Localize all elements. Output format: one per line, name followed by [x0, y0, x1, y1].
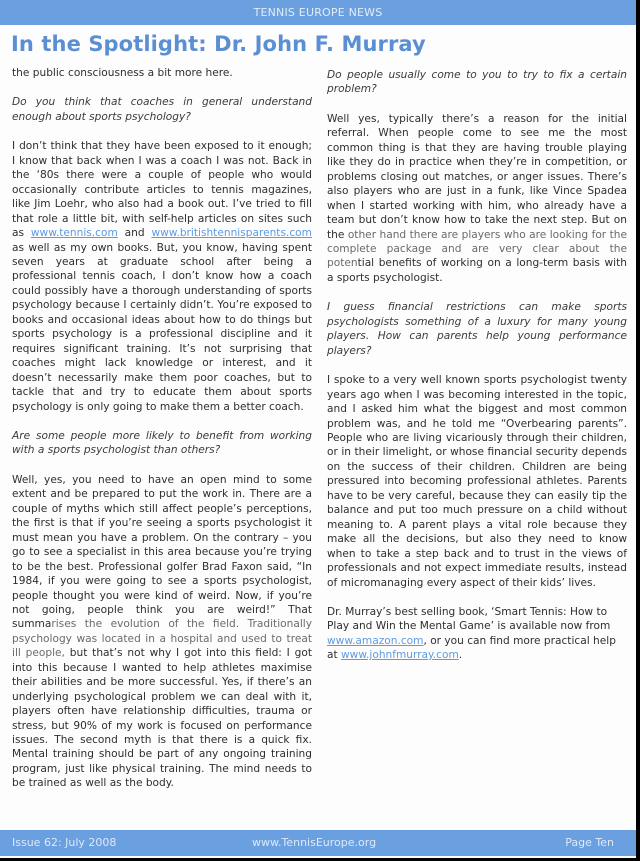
answer-1-text: as well as my own books. But, you know, having spent seven years at graduate school after being a professional tennis coach, I don’t know how a coach could possibly have a thorough understanding of sports psychology because I certainly didn’t. You’re exposed to books and occasional ideas about how to do things but sports psychology is a professional discipline and it requires significant training. It’s not surprising that coaches might lack knowledge or interest, and it doesn’t necessarily make them poor coaches, but to tackle that and try to educate them about sports psychology is only going to make them a better coach. [12, 241, 312, 413]
answer-2 [12, 473, 312, 791]
continued-paragraph: the public consciousness a bit more here. [12, 67, 233, 79]
left-column [12, 66, 312, 806]
answer-1-text: I don’t think that they have been exposed to it enough; I know that back when I was a coach I was not. Back in the ‘80s there were a couple of people who would occasionally contribute articles to tennis magazines, like Jim Loehr, who also had a book out. I’ve tried to fill that role a little bit, with self-help articles on sites such as [12, 140, 312, 240]
top-banner [0, 0, 636, 25]
johnfmurray-link[interactable]: www.johnfmurray.com [341, 649, 459, 662]
question-4: I guess financial restrictions can make sports psychologists something of a luxury for many young players. How can parents help young performance players? [327, 301, 627, 357]
bottom-banner [0, 830, 636, 856]
answer-2-faded-text: rises the evolution of the field. Traditionally psychology was located in a hospital and used to treat ill people, [12, 618, 312, 660]
answer-3-text: tial benefits of working on a long-term basis with a sports psychologist. [327, 257, 627, 284]
website-link[interactable]: www.TennisEurope.org [252, 836, 377, 849]
book-promo [327, 605, 627, 663]
answer-2-text: but that’s not why I got into this field: I got into this because I wanted to help athletes maximise their abilities and be more successful. Yes, if there’s an underlying psychological problem we can deal with it, players often have relationship difficulties, trauma or stress, but 90% of my work is focused on performance issues. The second myth is that there is a quick fix. Mental training should be part of any ongoing training program, just like physical training. The mind needs to be trained as well as the body. [12, 647, 312, 790]
issue-label: Issue 62: July 2008 [12, 836, 117, 849]
answer-3 [327, 112, 627, 285]
answer-2-text: Well, yes, you need to have an open mind to some extent and be prepared to put the work in. There are a couple of myths which still affect people’s perceptions, the first is that if you’re seeing a sports psychologist it must mean you have a problem. On the contrary – you go to see a specialist in this area because you’re trying to be the best. Professional golfer Brad Faxon said, “In 1984, if you were going to see a sports psychologist, people thought you were kind of weird. Now, if you’re not going, people think you are weird!” That summa [12, 473, 312, 631]
answer-4: I spoke to a very well known sports psychologist twenty years ago when I was becoming interested in the topic, and I asked him what the biggest and most common problem was, and he told me “Overbearing parents”. People who are living vicariously through their children, or in their limelight, or whose financial security depends on the success of their children. Children are being pressured into becoming professional athletes. Parents have to be very careful, because they can easily tip the balance and put too much pressure on a child without meaning to. A parent plays a vital role because they make all the decisions, but also they need to know when to take a step back and to trust in the views of professionals and not expect immediate results, instead of micromanaging every aspect of their kids’ lives. [327, 374, 627, 589]
page-number: Page Ten [565, 836, 614, 849]
britishtennisparents-link[interactable]: www.britishtennisparents.com [151, 227, 312, 240]
book-promo-text: Dr. Murray’s best selling book, ‘Smart Tennis: How to Play and Win the Mental Game’ is available now from [327, 605, 611, 633]
book-promo-text: . [458, 649, 463, 662]
answer-1 [12, 139, 312, 414]
right-column [327, 68, 627, 678]
amazon-link[interactable]: www.amazon.com [327, 634, 424, 647]
question-2: Are some people more likely to benefit from working with a sports psychologist than others? [12, 429, 312, 457]
answer-3-faded-text: other hand there are players who are looking for the complete package and are very clear about the poten [327, 228, 627, 270]
article-title: In the Spotlight: Dr. John F. Murray [11, 32, 426, 56]
question-3: Do people usually come to you to try to fix a certain problem? [327, 69, 627, 96]
tennis-com-link[interactable]: www.tennis.com [30, 227, 118, 240]
publication-name: TENNIS EUROPE NEWS [253, 6, 383, 19]
answer-3-text: Well yes, typically there’s a reason for the initial referral. When people come to see me the most common thing is that they are having trouble playing like they do in practice when they’re in competition, or problems closing out matches, or anger issues. There’s also players who are just in a funk, like Vince Spadea when I started working with him, who already have a team but don’t know how to take the next step. But on the [327, 112, 627, 241]
book-promo-text: , or you can find more practical help at [327, 634, 616, 662]
question-1: Do you think that coaches in general understand enough about sports psychology? [12, 96, 312, 123]
answer-1-text: and [117, 227, 152, 240]
